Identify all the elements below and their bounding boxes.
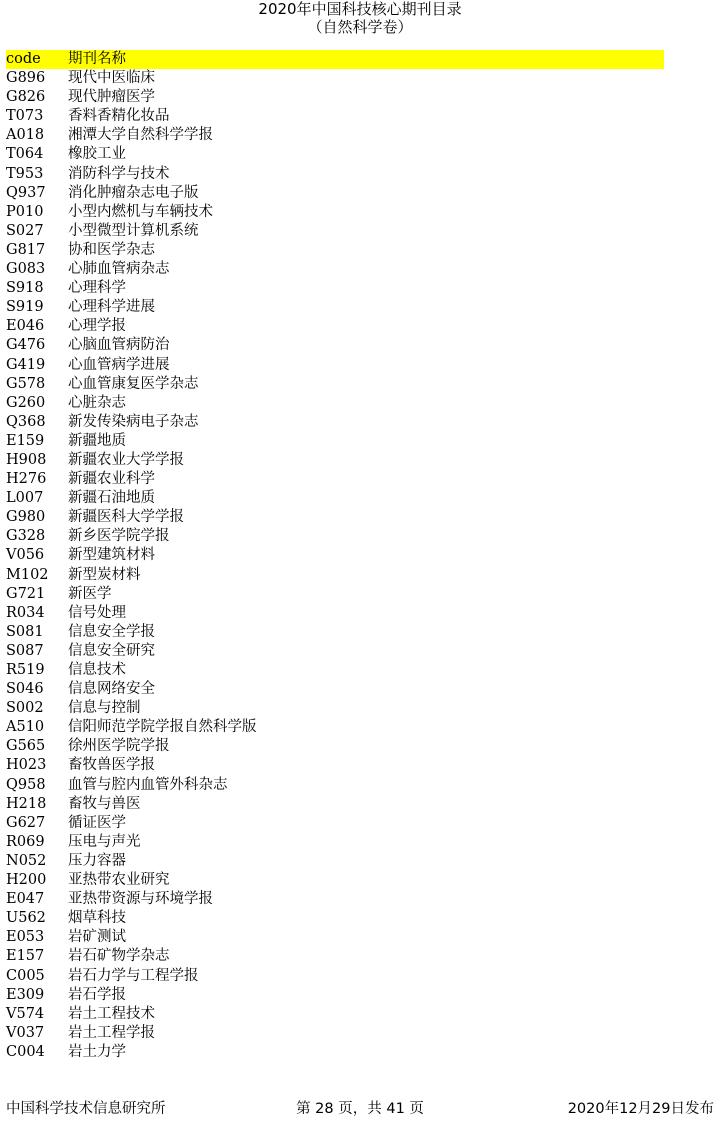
journal-name: 信息网络安全 — [68, 681, 155, 698]
table-row — [6, 756, 664, 775]
journal-name: 信息技术 — [68, 662, 126, 678]
table-row — [6, 126, 664, 145]
journal-name: 心血管病学进展 — [68, 356, 170, 373]
journal-name: 岩矿测试 — [68, 929, 126, 946]
journal-code: G419 — [6, 356, 46, 373]
journal-name: 信息安全学报 — [68, 623, 155, 640]
table-row — [6, 604, 664, 623]
journal-name: 现代肿瘤医学 — [68, 89, 155, 106]
journal-name: 岩土工程学报 — [68, 1024, 155, 1041]
table-row — [6, 890, 664, 909]
table-row — [6, 947, 664, 966]
journal-code: C004 — [6, 1043, 45, 1060]
journal-code: E309 — [6, 986, 45, 1003]
journal-code: G896 — [6, 70, 46, 87]
column-header-code: code — [6, 51, 41, 67]
journal-code: E046 — [6, 318, 45, 335]
journal-name: 心脏杂志 — [68, 394, 126, 411]
journal-code: R069 — [6, 833, 45, 850]
table-row — [6, 623, 664, 642]
journal-name: 亚热带资源与环境学报 — [68, 891, 213, 908]
journal-code: Q937 — [6, 184, 46, 201]
journal-code: C005 — [6, 967, 45, 984]
table-row — [6, 489, 664, 508]
journal-code: T953 — [6, 165, 44, 182]
journal-name: 现代中医临床 — [68, 70, 155, 87]
journal-code: H908 — [6, 451, 47, 468]
table-row — [6, 833, 664, 852]
journal-code: S087 — [6, 642, 44, 659]
journal-code: Q958 — [6, 776, 46, 793]
journal-name: 心理科学 — [68, 280, 126, 297]
journal-name: 新疆农业大学学报 — [68, 451, 184, 468]
table-row — [6, 336, 664, 355]
table-row — [6, 394, 664, 413]
table-row — [6, 451, 664, 470]
table-row — [6, 661, 664, 680]
journal-code: G260 — [6, 394, 46, 411]
table-row — [6, 279, 664, 298]
journal-code: R034 — [6, 604, 45, 621]
journal-code: U562 — [6, 910, 46, 927]
journal-name: 心理科学进展 — [68, 299, 155, 316]
table-row — [6, 241, 664, 260]
journal-name: 压力容器 — [68, 852, 126, 869]
journal-code: G578 — [6, 375, 46, 392]
table-row — [6, 1005, 664, 1024]
journal-code: H218 — [6, 795, 47, 812]
table-row — [6, 508, 664, 527]
journal-name: 压电与声光 — [68, 833, 141, 850]
footer-date: 2020年12月29日发布 — [567, 1101, 714, 1117]
table-row — [6, 470, 664, 489]
journal-code: R519 — [6, 662, 45, 678]
table-row — [6, 165, 664, 184]
journal-code: L007 — [6, 490, 44, 507]
journal-code: E053 — [6, 929, 45, 946]
journal-code: S919 — [6, 299, 44, 316]
table-row — [6, 203, 664, 222]
journal-name: 岩石矿物学杂志 — [68, 948, 170, 965]
journal-table — [6, 50, 664, 1062]
table-row — [6, 413, 664, 432]
table-row — [6, 145, 664, 164]
journal-name: 新发传染病电子杂志 — [68, 413, 199, 430]
table-row — [6, 986, 664, 1005]
journal-name: 消化肿瘤杂志电子版 — [68, 184, 199, 201]
journal-name: 徐州医学院学报 — [68, 738, 170, 755]
journal-code: V037 — [6, 1024, 45, 1041]
journal-name: 香料香精化妆品 — [68, 108, 170, 125]
journal-code: G627 — [6, 814, 46, 831]
table-row — [6, 88, 664, 107]
footer-publisher: 中国科学技术信息研究所 — [6, 1101, 166, 1117]
journal-name: 协和医学杂志 — [68, 241, 155, 258]
table-row — [6, 546, 664, 565]
journal-name: 岩石学报 — [68, 986, 126, 1003]
document-title: 2020年中国科技核心期刊目录 — [258, 0, 462, 18]
table-row — [6, 1043, 664, 1062]
journal-code: G826 — [6, 89, 46, 106]
journal-name: 岩土力学 — [68, 1043, 126, 1060]
journal-name: 湘潭大学自然科学学报 — [68, 127, 213, 144]
journal-code: S046 — [6, 681, 44, 698]
table-row — [6, 432, 664, 451]
journal-name: 血管与腔内血管外科杂志 — [68, 776, 228, 793]
journal-name: 新疆地质 — [68, 432, 126, 449]
table-row — [6, 184, 664, 203]
journal-code: H023 — [6, 757, 47, 774]
journal-name: 信阳师范学院学报自然科学版 — [68, 719, 257, 736]
table-row — [6, 928, 664, 947]
journal-name: 循证医学 — [68, 814, 126, 831]
table-row — [6, 909, 664, 928]
journal-name: 消防科学与技术 — [68, 165, 170, 182]
journal-name: 亚热带农业研究 — [68, 872, 170, 889]
journal-code: G565 — [6, 738, 46, 755]
table-row — [6, 260, 664, 279]
journal-name: 心肺血管病杂志 — [68, 261, 170, 278]
table-row — [6, 107, 664, 126]
table-row — [6, 776, 664, 795]
table-row — [6, 871, 664, 890]
journal-name: 心脑血管病防治 — [68, 337, 170, 354]
journal-code: A018 — [6, 127, 45, 144]
journal-code: E157 — [6, 948, 45, 965]
journal-code: G083 — [6, 261, 46, 278]
document-subtitle: （自然科学卷） — [307, 18, 413, 36]
table-row — [6, 585, 664, 604]
table-row — [6, 375, 664, 394]
journal-code: S002 — [6, 700, 44, 717]
journal-code: G476 — [6, 337, 46, 354]
table-row — [6, 699, 664, 718]
journal-name: 心血管康复医学杂志 — [68, 375, 199, 392]
journal-name: 畜牧兽医学报 — [68, 757, 155, 774]
journal-name: 橡胶工业 — [68, 146, 126, 163]
journal-code: A510 — [6, 719, 45, 736]
journal-code: T064 — [6, 146, 44, 163]
table-row — [6, 69, 664, 88]
journal-code: S027 — [6, 222, 44, 239]
journal-name: 小型内燃机与车辆技术 — [68, 203, 213, 220]
journal-name: 小型微型计算机系统 — [68, 222, 199, 239]
journal-name: 新乡医学院学报 — [68, 528, 170, 545]
journal-name: 新疆医科大学学报 — [68, 509, 184, 526]
table-row — [6, 718, 664, 737]
journal-code: V056 — [6, 547, 45, 564]
journal-code: H200 — [6, 872, 47, 889]
journal-code: Q368 — [6, 413, 46, 430]
journal-code: M102 — [6, 566, 49, 583]
table-row — [6, 814, 664, 833]
journal-name: 岩石力学与工程学报 — [68, 967, 199, 984]
table-row — [6, 642, 664, 661]
table-row — [6, 527, 664, 546]
table-row — [6, 566, 664, 585]
journal-code: G817 — [6, 241, 46, 258]
column-header-name: 期刊名称 — [68, 51, 126, 67]
journal-name: 信息安全研究 — [68, 642, 155, 659]
table-row — [6, 1024, 664, 1043]
journal-name: 新医学 — [68, 585, 112, 602]
journal-name: 信息与控制 — [68, 700, 141, 717]
journal-name: 信号处理 — [68, 604, 126, 621]
journal-code: G980 — [6, 509, 46, 526]
journal-code: E047 — [6, 891, 45, 908]
table-row — [6, 222, 664, 241]
journal-code: S918 — [6, 280, 44, 297]
journal-name: 新型炭材料 — [68, 566, 141, 583]
table-header-row — [6, 50, 664, 69]
journal-code: V574 — [6, 1005, 45, 1022]
journal-code: E159 — [6, 432, 45, 449]
journal-name: 新疆石油地质 — [68, 490, 155, 507]
footer-page-info: 第 28 页，共 41 页 — [296, 1101, 424, 1117]
journal-code: H276 — [6, 471, 47, 488]
journal-code: N052 — [6, 852, 47, 869]
journal-name: 畜牧与兽医 — [68, 795, 141, 812]
table-row — [6, 967, 664, 986]
table-row — [6, 317, 664, 336]
table-row — [6, 795, 664, 814]
table-row — [6, 356, 664, 375]
journal-name: 岩土工程技术 — [68, 1005, 155, 1022]
table-row — [6, 680, 664, 699]
table-row — [6, 852, 664, 871]
journal-code: P010 — [6, 203, 44, 220]
journal-name: 心理学报 — [68, 318, 126, 335]
journal-name: 新型建筑材料 — [68, 547, 155, 564]
journal-name: 烟草科技 — [68, 910, 126, 927]
journal-code: S081 — [6, 623, 44, 640]
journal-code: G328 — [6, 528, 46, 545]
journal-code: T073 — [6, 108, 44, 125]
journal-name: 新疆农业科学 — [68, 471, 155, 488]
journal-code: G721 — [6, 585, 46, 602]
table-row — [6, 298, 664, 317]
table-row — [6, 737, 664, 756]
